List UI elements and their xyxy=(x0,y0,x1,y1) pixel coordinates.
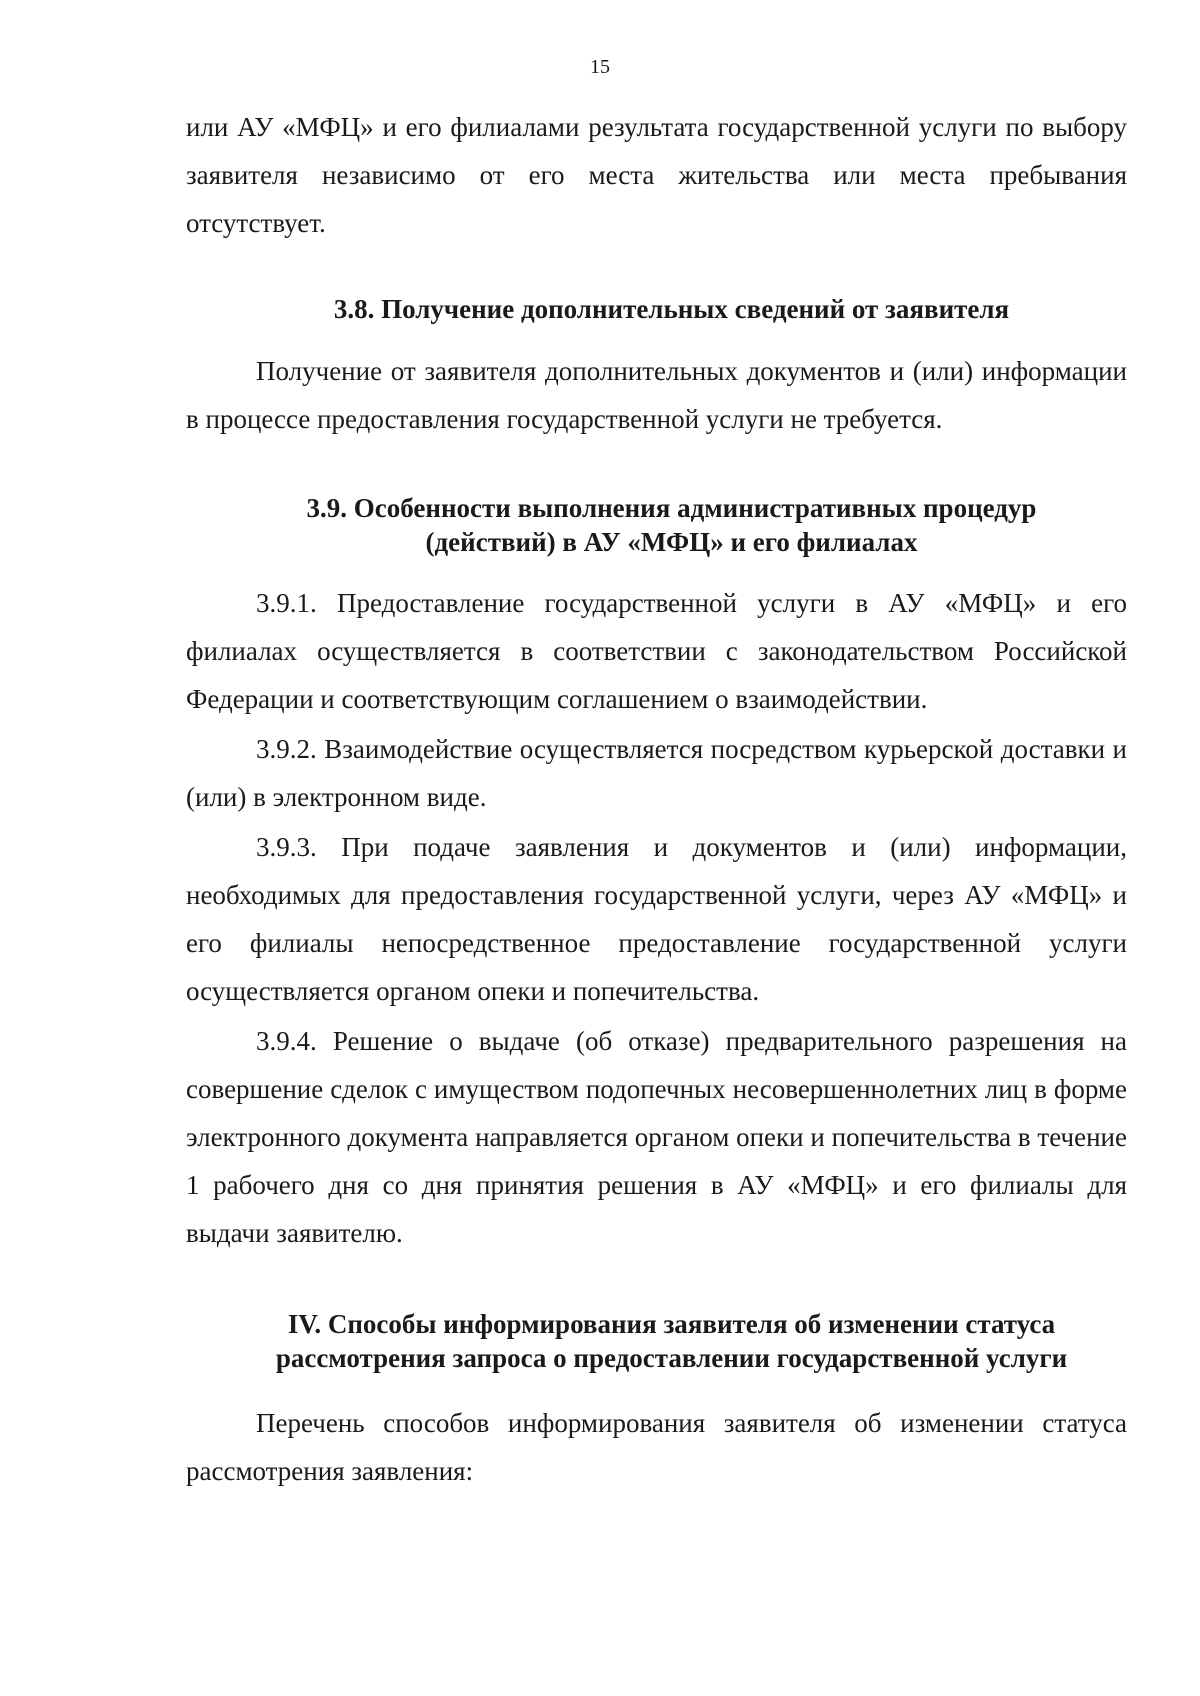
document-body xyxy=(186,103,1127,1495)
section-4-paragraph: Перечень способов информирования заявителя об изменении статуса рассмотрения заявления: xyxy=(186,1408,1127,1486)
paragraph-3-9-4: 3.9.4. Решение о выдаче (об отказе) предварительного разрешения на совершение сделок с имуществом подопечных несовершеннолетних лиц в форме электронного документа направляется органом опеки и попечительства в течение 1 рабочего дня со дня принятия решения в АУ «МФЦ» и его филиалы для выдачи заявителю. xyxy=(186,1026,1127,1248)
section-4-heading xyxy=(186,1307,1127,1375)
section-3-8-paragraph: Получение от заявителя дополнительных документов и (или) информации в процессе предоставления государственной услуги не требуется. xyxy=(186,356,1127,434)
paragraph-3-9-1: 3.9.1. Предоставление государственной услуги в АУ «МФЦ» и его филиалах осуществляется в соответствии с законодательством Российской Федерации и соответствующим соглашением о взаимодействии. xyxy=(186,588,1127,714)
section-3-9-heading-line2: (действий) в АУ «МФЦ» и его филиалах xyxy=(425,527,918,557)
section-3-9-heading xyxy=(186,491,1127,559)
section-4-heading-line1: IV. Способы информирования заявителя об изменении статуса xyxy=(287,1309,1056,1339)
section-3-9-heading-line1: 3.9. Особенности выполнения административных процедур xyxy=(306,493,1037,523)
page-number: 15 xyxy=(590,56,610,78)
section-3-8-heading: 3.8. Получение дополнительных сведений от заявителя xyxy=(333,294,1010,324)
section-4-heading-line2: рассмотрения запроса о предоставлении государственной услуги xyxy=(275,1343,1068,1373)
paragraph-3-9-3: 3.9.3. При подаче заявления и документов и (или) информации, необходимых для предоставления государственной услуги, через АУ «МФЦ» и его филиалы непосредственное предоставление государственной услуги осуществляется органом опеки и попечительства. xyxy=(186,832,1127,1006)
paragraph-3-9-2: 3.9.2. Взаимодействие осуществляется посредством курьерской доставки и (или) в электронном виде. xyxy=(186,734,1127,812)
intro-paragraph: или АУ «МФЦ» и его филиалами результата государственной услуги по выбору заявителя независимо от его места жительства или места пребывания отсутствует. xyxy=(186,112,1127,238)
